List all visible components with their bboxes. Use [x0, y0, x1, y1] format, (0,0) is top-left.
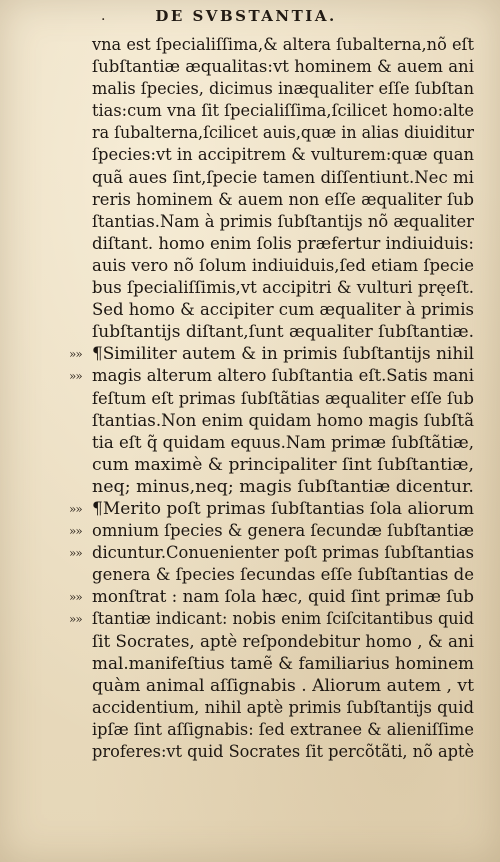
line-text: omnium ſpecies & genera ſecundæ ſubſtantiæ [92, 521, 474, 541]
text-line [92, 564, 474, 586]
text-line [92, 277, 474, 299]
text-line [92, 78, 474, 100]
line-text: genera & ſpecies ſecundas eſſe ſubſtantias de [92, 565, 474, 585]
line-text: ſubſtantijs diſtant,ſunt æqualiter ſubſtantiæ. [92, 322, 474, 342]
line-text: auis vero nõ ſolum indiuiduis,ſed etiam ſpecie [92, 255, 474, 275]
text-line [92, 454, 474, 476]
line-text: ſtantias.Nam à primis ſubſtantijs nõ æqualiter [92, 211, 474, 231]
line-text: dicuntur.Conuenienter poſt primas ſubſtantias [92, 543, 474, 563]
text-block [69, 34, 475, 763]
line-text: cum maximè & principaliter ſint ſubſtantiæ, [92, 454, 474, 474]
line-text: vna est ſpecialiſſima,& altera ſubalterna,nõ eſt [92, 35, 475, 54]
line-text: bus ſpecialiſſimis,vt accipitri & vulturi pręeſt. [92, 278, 474, 298]
line-text: ſubſtantiæ æqualitas:vt hominem & auem ani [92, 57, 474, 77]
text-line [92, 476, 474, 498]
text-line [92, 56, 474, 78]
running-header: DE SVBSTANTIA. [155, 7, 337, 25]
line-text: tia eſt q̃ quidam equus.Nam primæ ſubſtãtiæ, [92, 432, 474, 452]
line-text: mal.manifeſtius tamẽ & familiarius hominem [92, 653, 474, 673]
margin-quote-marker: »» [69, 524, 82, 539]
text-line [69, 343, 475, 365]
margin-quote-marker: »» [69, 501, 82, 516]
margin-quote-marker: »» [69, 546, 82, 561]
line-text: ſpecies:vt in accipitrem & vulturem:quæ quan [92, 145, 474, 165]
text-line [69, 542, 474, 564]
line-text: neq; minus,neq; magis ſubſtantiæ dicentur. [92, 476, 474, 496]
text-line [69, 365, 475, 387]
line-text: quã aues ſint,ſpecie tamen diſſentiunt.Nec mi [92, 167, 474, 187]
line-text: proferes:vt quid Socrates ſit percõtãti, nõ aptè [92, 742, 475, 761]
text-line [92, 697, 474, 719]
line-text: ¶Merito poſt primas ſubſtantias ſola aliorum [92, 498, 474, 518]
text-line [92, 255, 474, 277]
line-text: diſtant. homo enim ſolis præfertur indiuiduis: [92, 233, 475, 253]
text-line [92, 122, 474, 144]
margin-quote-marker: »» [69, 347, 82, 362]
text-line [69, 608, 474, 630]
text-line [92, 167, 474, 189]
text-line [92, 189, 474, 211]
text-line [92, 410, 474, 432]
line-text: ipſæ ſint aſſignabis: ſed extranee & alieniſſime [92, 719, 474, 739]
margin-quote-marker: »» [69, 590, 82, 605]
text-line [92, 741, 474, 763]
line-text: quàm animal aſſignabis . Aliorum autem , vt [92, 675, 475, 695]
text-line [69, 586, 475, 608]
text-line [92, 631, 474, 653]
line-text: tias:cum vna ſit ſpecialiſſima,ſcilicet homo:alte [92, 101, 475, 121]
header-mark: . [101, 8, 106, 24]
line-text: monſtrat : nam ſola hæc, quid ſint primæ ſub [92, 587, 475, 607]
text-line [92, 388, 474, 410]
margin-quote-marker: »» [69, 369, 82, 384]
text-line [92, 321, 474, 343]
text-line [92, 144, 474, 166]
text-line [92, 719, 474, 741]
text-line [69, 520, 474, 542]
text-line [92, 211, 474, 233]
line-text: ¶Similiter autem & in primis ſubſtantijs nihil [92, 344, 475, 364]
text-line [92, 299, 474, 321]
line-text: accidentium, nihil aptè primis ſubſtantijs quid [92, 697, 475, 717]
text-line [92, 432, 474, 454]
text-line [69, 498, 474, 520]
line-text: feſtum eſt primas ſubſtãtias æqualiter eſſe ſub [92, 388, 474, 408]
text-line [92, 233, 474, 255]
text-line [92, 34, 474, 56]
line-text: magis alterum altero ſubſtantia eſt.Satis mani [92, 366, 475, 386]
text-line [92, 675, 474, 697]
line-text: ra ſubalterna,ſcilicet auis,quæ in alias diuiditur [92, 123, 474, 143]
line-text: ſtantiæ indicant: nobis enim ſciſcitantibus quid [92, 609, 474, 629]
line-text: ſit Socrates, aptè reſpondebitur homo , & ani [92, 631, 475, 651]
line-text: Sed homo & accipiter cum æqualiter à primis [92, 300, 475, 320]
margin-quote-marker: »» [69, 612, 82, 627]
line-text: malis ſpecies, dicimus inæqualiter eſſe ſubſtan [92, 79, 474, 99]
text-line [92, 100, 474, 122]
line-text: ſtantias.Non enim quidam homo magis ſubſtã [92, 410, 475, 430]
line-text: reris hominem & auem non eſſe æqualiter ſub [92, 189, 474, 209]
text-line [92, 653, 474, 675]
